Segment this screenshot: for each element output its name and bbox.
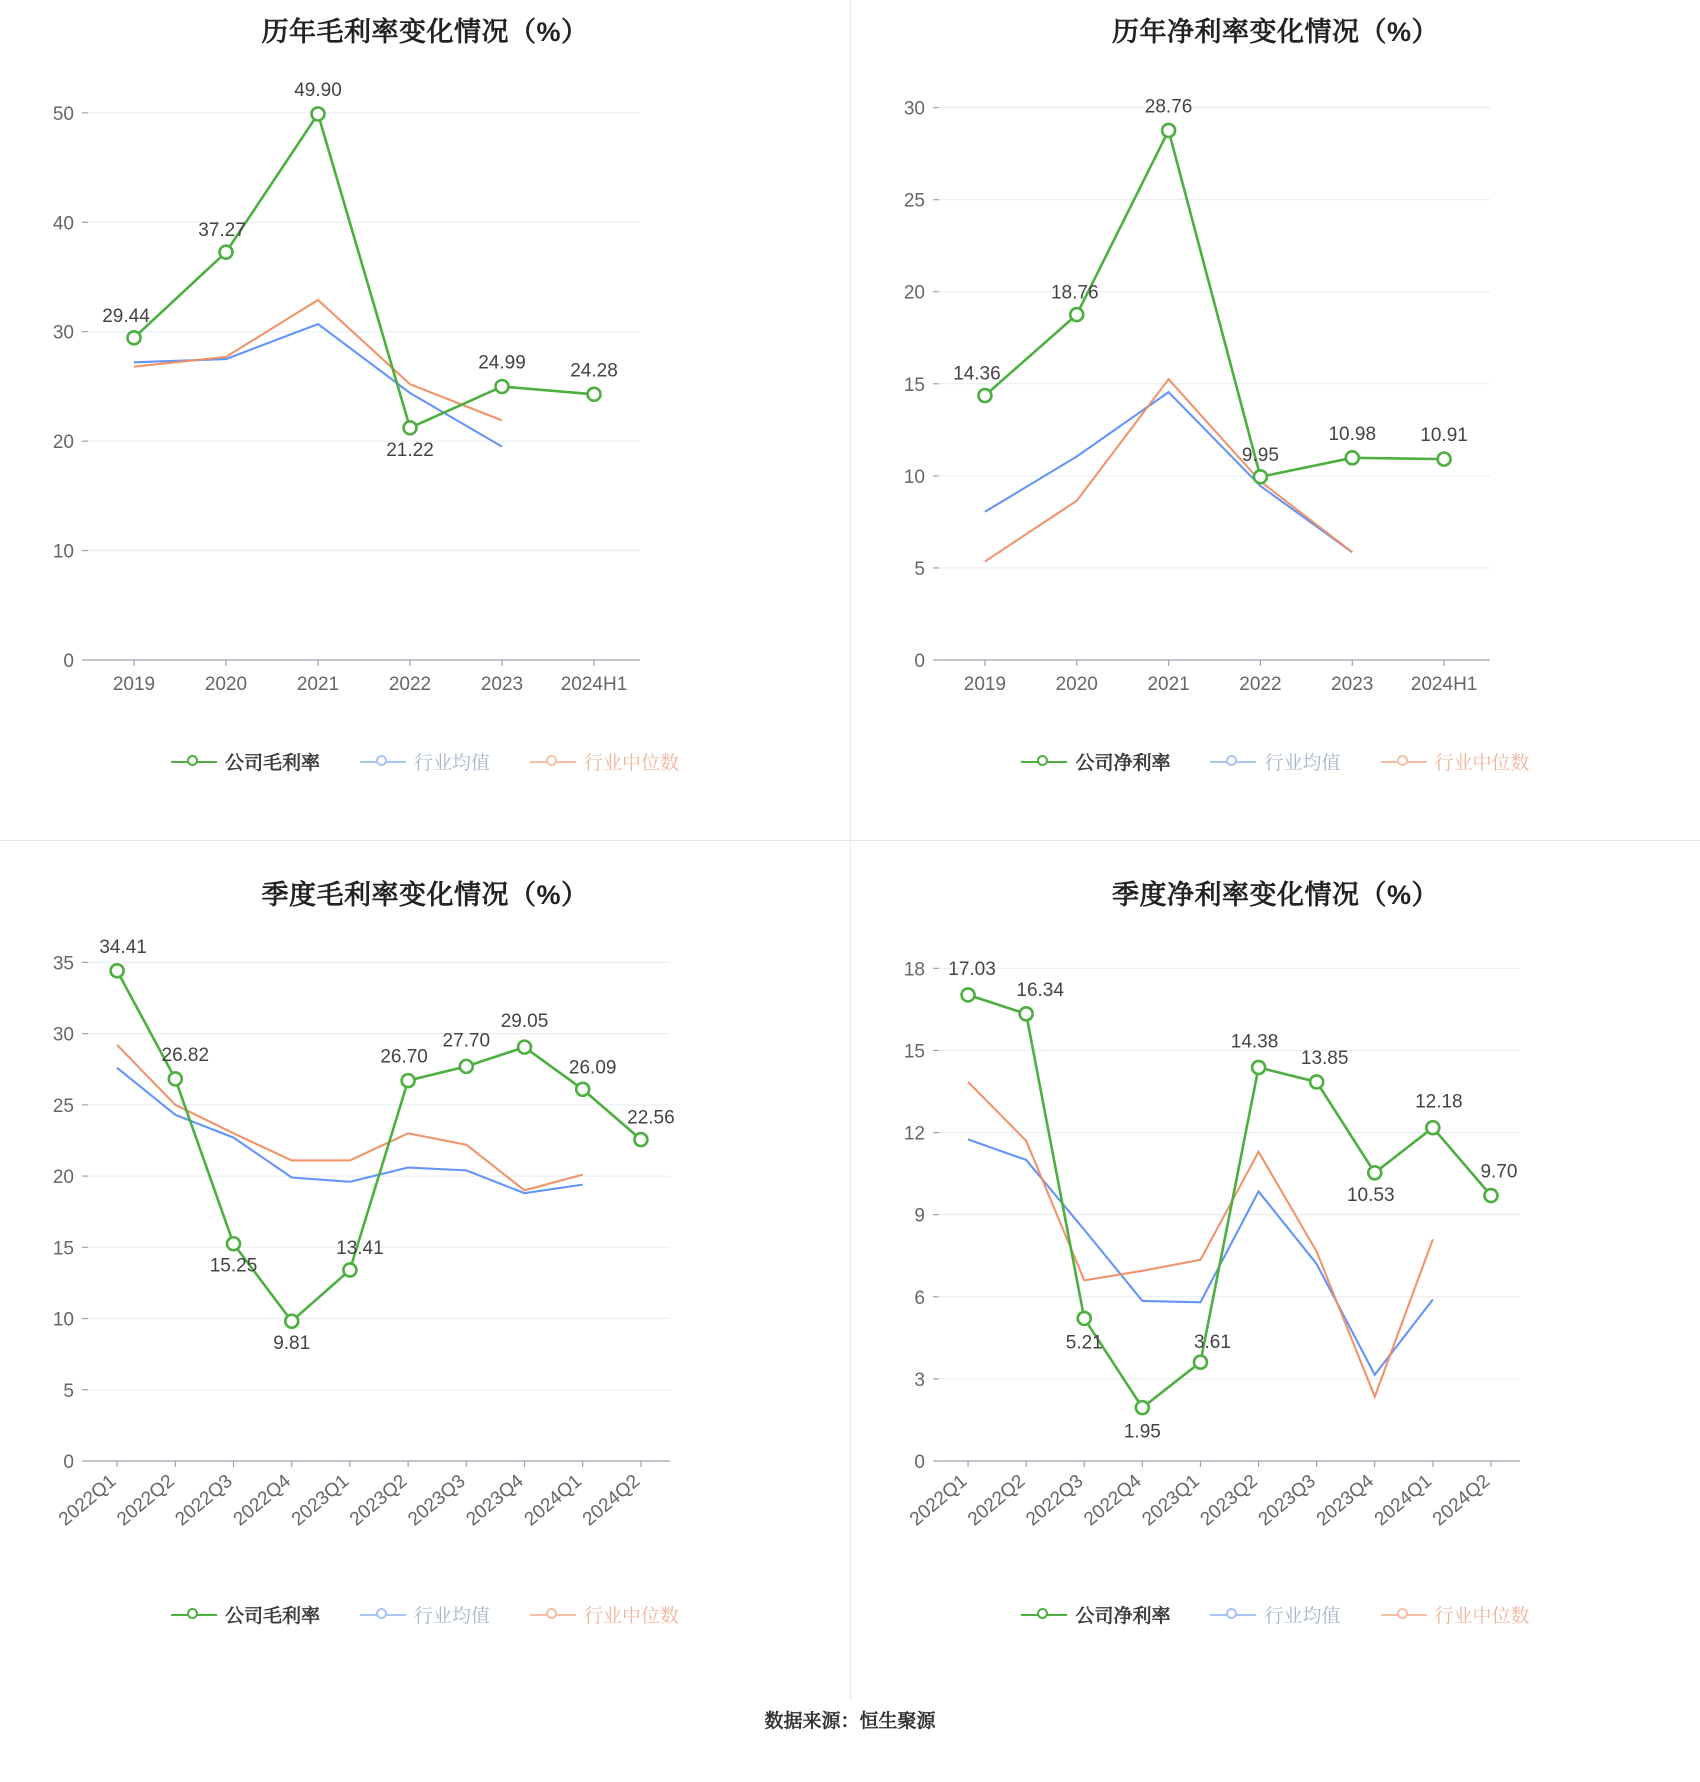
svg-text:2021: 2021 (1147, 674, 1190, 695)
svg-text:2024Q1: 2024Q1 (1370, 1470, 1437, 1531)
svg-text:2023Q3: 2023Q3 (404, 1470, 470, 1531)
svg-text:50: 50 (52, 103, 74, 125)
svg-text:9.95: 9.95 (1241, 444, 1279, 466)
legend-marker-industry-avg-icon (1210, 754, 1256, 770)
legend-label-industry-median: 行业中位数 (584, 753, 680, 774)
svg-text:2022Q4: 2022Q4 (229, 1470, 295, 1531)
svg-text:29.44: 29.44 (102, 305, 150, 327)
svg-text:30: 30 (52, 1024, 74, 1046)
svg-text:12: 12 (903, 1123, 925, 1145)
legend-marker-industry-median-icon (530, 754, 576, 770)
chart-panel-annual-gross-margin (0, 0, 850, 840)
svg-text:21.22: 21.22 (386, 439, 434, 461)
svg-text:2019: 2019 (963, 674, 1007, 695)
plot-annual-net-margin (851, 40, 1700, 740)
svg-text:2019: 2019 (112, 674, 156, 695)
legend-item-industry-median[interactable] (530, 748, 679, 775)
svg-text:26.70: 26.70 (380, 1046, 428, 1068)
chart-panel-quarterly-gross-margin (0, 840, 850, 1700)
svg-text:2023: 2023 (480, 674, 524, 695)
source-note: 数据来源：恒生聚源 (764, 1711, 936, 1732)
svg-text:9: 9 (914, 1205, 925, 1227)
svg-text:30: 30 (52, 322, 74, 344)
legend-label-industry-median: 行业中位数 (1434, 1606, 1530, 1627)
legend-label-industry-avg: 行业均值 (413, 1606, 490, 1627)
svg-text:10: 10 (52, 541, 74, 563)
svg-text:2022Q1: 2022Q1 (905, 1470, 972, 1531)
svg-text:0: 0 (63, 651, 74, 672)
chart-title: 历年毛利率变化情况（%） (261, 17, 589, 47)
svg-text:29.05: 29.05 (500, 1011, 549, 1033)
svg-text:2022Q4: 2022Q4 (1080, 1470, 1146, 1531)
legend-item-company[interactable] (171, 748, 320, 775)
svg-text:35: 35 (52, 953, 74, 975)
svg-text:2023Q1: 2023Q1 (1138, 1470, 1204, 1531)
legend-item-industry-avg[interactable] (360, 1601, 490, 1628)
legend-marker-industry-avg-icon (360, 754, 406, 770)
legend-label-industry-median: 行业中位数 (584, 1606, 680, 1627)
svg-text:1.95: 1.95 (1123, 1421, 1161, 1443)
chart-legend (851, 748, 1700, 775)
svg-text:30: 30 (903, 98, 925, 120)
svg-text:2024Q2: 2024Q2 (578, 1470, 645, 1531)
svg-text:2022Q2: 2022Q2 (113, 1470, 179, 1531)
svg-text:10.53: 10.53 (1346, 1184, 1395, 1206)
legend-item-industry-avg[interactable] (360, 748, 490, 775)
svg-text:13.85: 13.85 (1300, 1047, 1349, 1069)
svg-text:28.76: 28.76 (1144, 96, 1193, 118)
legend-marker-industry-avg-icon (360, 1607, 406, 1623)
legend-marker-company-icon (1021, 1607, 1067, 1623)
svg-text:26.09: 26.09 (568, 1057, 617, 1079)
svg-text:2023Q4: 2023Q4 (462, 1470, 528, 1531)
svg-text:9.81: 9.81 (273, 1333, 311, 1355)
legend-label-industry-avg: 行业均值 (413, 753, 490, 774)
legend-marker-company-icon (171, 754, 217, 770)
legend-label-industry-avg: 行业均值 (1264, 1606, 1341, 1627)
svg-text:16.34: 16.34 (1016, 979, 1064, 1001)
svg-text:2023Q3: 2023Q3 (1254, 1470, 1320, 1531)
svg-text:49.90: 49.90 (294, 79, 342, 101)
svg-text:2022Q3: 2022Q3 (1022, 1470, 1088, 1531)
svg-text:2024H1: 2024H1 (1410, 674, 1478, 695)
svg-text:2023Q1: 2023Q1 (287, 1470, 354, 1531)
svg-text:2022: 2022 (1239, 674, 1282, 695)
legend-label-company: 公司净利率 (1075, 753, 1171, 774)
svg-text:20: 20 (52, 432, 74, 454)
svg-text:15.25: 15.25 (209, 1255, 258, 1277)
svg-text:10: 10 (52, 1309, 74, 1331)
svg-text:10: 10 (903, 466, 925, 488)
legend-item-company[interactable] (1021, 748, 1170, 775)
svg-text:18.76: 18.76 (1050, 282, 1099, 304)
svg-text:2024H1: 2024H1 (560, 674, 628, 695)
svg-text:5: 5 (914, 558, 925, 580)
chart-legend (0, 1601, 850, 1628)
svg-text:3: 3 (914, 1369, 925, 1391)
svg-text:0: 0 (914, 1452, 925, 1473)
svg-text:3.61: 3.61 (1193, 1332, 1231, 1354)
chart-title: 季度毛利率变化情况（%） (261, 880, 589, 910)
svg-text:2022Q3: 2022Q3 (171, 1470, 237, 1531)
svg-text:24.28: 24.28 (570, 360, 618, 382)
svg-text:10.91: 10.91 (1420, 425, 1468, 447)
chart-panel-quarterly-net-margin (850, 840, 1700, 1700)
svg-text:2023Q4: 2023Q4 (1312, 1470, 1378, 1531)
legend-marker-industry-median-icon (1381, 754, 1427, 770)
svg-text:2022Q1: 2022Q1 (55, 1470, 121, 1531)
svg-text:12.18: 12.18 (1415, 1091, 1463, 1113)
plot-annual-gross-margin (0, 40, 850, 740)
svg-text:15: 15 (903, 374, 925, 396)
svg-text:6: 6 (914, 1287, 925, 1309)
svg-text:14.36: 14.36 (953, 363, 1001, 385)
legend-item-industry-avg[interactable] (1210, 748, 1340, 775)
chart-legend (0, 748, 850, 775)
legend-marker-industry-median-icon (1381, 1607, 1427, 1623)
svg-text:15: 15 (52, 1238, 74, 1260)
svg-text:25: 25 (903, 190, 925, 212)
plot-quarterly-net-margin (851, 911, 1700, 1591)
svg-text:20: 20 (52, 1167, 74, 1189)
svg-text:2023Q2: 2023Q2 (346, 1470, 412, 1531)
legend-item-company[interactable] (1021, 1601, 1170, 1628)
legend-marker-industry-median-icon (530, 1607, 576, 1623)
svg-text:20: 20 (903, 282, 925, 304)
svg-text:2024Q2: 2024Q2 (1428, 1470, 1495, 1531)
legend-marker-company-icon (171, 1607, 217, 1623)
svg-text:40: 40 (52, 213, 74, 235)
svg-text:0: 0 (63, 1452, 74, 1473)
svg-text:2022: 2022 (388, 674, 432, 695)
svg-text:25: 25 (52, 1095, 74, 1117)
svg-text:2023Q2: 2023Q2 (1196, 1470, 1262, 1531)
chart-title: 历年净利率变化情况（%） (1111, 17, 1439, 47)
svg-text:14.38: 14.38 (1230, 1031, 1279, 1053)
legend-label-industry-avg: 行业均值 (1264, 753, 1341, 774)
legend-marker-company-icon (1021, 754, 1067, 770)
svg-text:2022Q2: 2022Q2 (964, 1470, 1030, 1531)
legend-item-industry-median[interactable] (1381, 748, 1530, 775)
legend-item-industry-median[interactable] (1381, 1601, 1530, 1628)
plot-quarterly-gross-margin (0, 911, 850, 1591)
chart-legend (851, 1601, 1700, 1628)
chart-title: 季度净利率变化情况（%） (1111, 880, 1439, 910)
svg-text:5.21: 5.21 (1065, 1332, 1103, 1354)
svg-text:2023: 2023 (1331, 674, 1374, 695)
legend-label-company: 公司毛利率 (224, 753, 320, 774)
svg-text:2020: 2020 (1055, 674, 1098, 695)
chart-panel-annual-net-margin (850, 0, 1700, 840)
legend-label-industry-median: 行业中位数 (1434, 753, 1530, 774)
legend-marker-industry-avg-icon (1210, 1607, 1256, 1623)
svg-text:24.99: 24.99 (478, 352, 526, 374)
svg-text:22.56: 22.56 (627, 1107, 675, 1129)
svg-text:2021: 2021 (296, 674, 340, 695)
svg-text:10.98: 10.98 (1328, 423, 1377, 445)
legend-item-industry-median[interactable] (530, 1601, 679, 1628)
svg-text:5: 5 (63, 1380, 74, 1402)
svg-text:15: 15 (903, 1041, 925, 1063)
svg-text:34.41: 34.41 (99, 936, 147, 958)
svg-text:2020: 2020 (204, 674, 248, 695)
svg-text:0: 0 (914, 651, 925, 672)
legend-label-company: 公司净利率 (1075, 1606, 1171, 1627)
svg-text:9.70: 9.70 (1480, 1161, 1518, 1183)
svg-text:37.27: 37.27 (198, 220, 246, 242)
svg-text:18: 18 (903, 959, 925, 981)
svg-text:2024Q1: 2024Q1 (520, 1470, 586, 1531)
svg-text:27.70: 27.70 (442, 1030, 491, 1052)
svg-text:17.03: 17.03 (948, 958, 996, 980)
legend-item-industry-avg[interactable] (1210, 1601, 1340, 1628)
legend-label-company: 公司毛利率 (224, 1606, 320, 1627)
svg-text:26.82: 26.82 (161, 1044, 210, 1066)
legend-item-company[interactable] (171, 1601, 320, 1628)
svg-text:13.41: 13.41 (336, 1237, 384, 1259)
